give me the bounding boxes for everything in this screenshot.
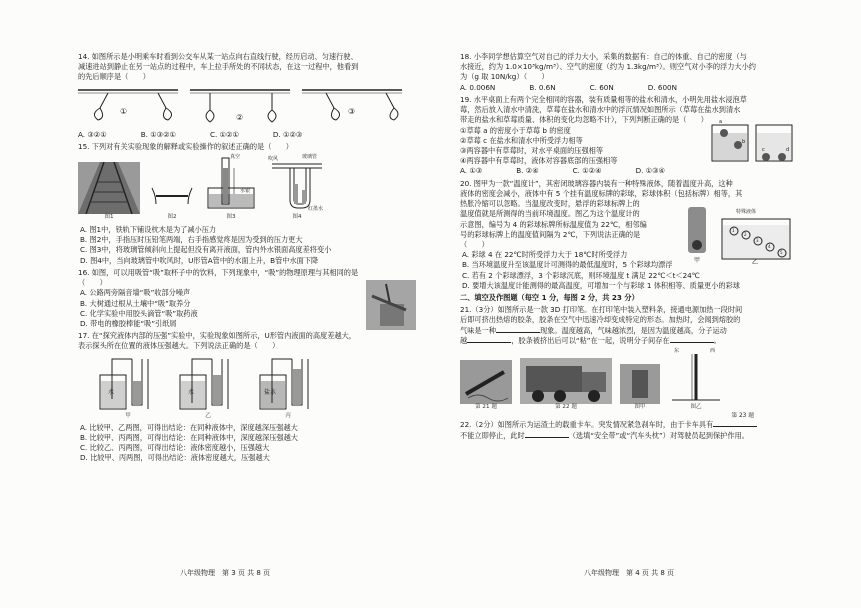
- q15-option-b: B. 图2中，手指压时压铅笔两端，右手指感觉疼是因为受到的压力更大: [80, 235, 303, 245]
- label-west: 西: [710, 348, 716, 355]
- q15-fig-caption-1: 图1: [104, 214, 114, 221]
- pressure-gauge-beaker-illustration: [98, 355, 158, 413]
- q20-ball-1: 1: [732, 227, 735, 233]
- q17-stem-line1: 17. 在“探究液体内部的压强”实验中，实验现象如图所示，U形管内液面的高度差越大，: [78, 331, 356, 341]
- q17-option-a: A. 比较甲、乙两图，可得出结论：在同种液体中，深度越深压强越大: [80, 422, 298, 432]
- q20-ball-4: 4: [768, 243, 771, 249]
- question-15: [78, 142, 418, 266]
- strawberry-containers-illustration: [710, 119, 794, 163]
- q15-figure-1: [78, 162, 140, 222]
- q21-line1: 21.（3分）如图所示是一款 3D 打印笔。在打印笔中装入塑料条，接通电源加热一段时间: [460, 305, 743, 315]
- q20-line2: 液体的密度会减小，液体中有 5 个挂有温度标牌的彩球，彩球体积（包括标牌）相等，其: [460, 188, 743, 198]
- q21-blank-1[interactable]: [496, 326, 540, 333]
- q15-option-c: C. 图3中，将玻璃管倾斜向上提起但没有离开液面，管内外水银面高度差将变小: [80, 245, 332, 255]
- dump-truck-photo: [520, 358, 612, 404]
- question-20: [460, 179, 794, 291]
- q14-fig-label-3: ③: [348, 106, 356, 116]
- q20-caption-yi: 乙: [752, 258, 759, 266]
- q18-stem-line2: 水接近，约为 1.0×10³kg/m³）、空气的密度（约为 1.3kg/m³）。则空气对小李的浮力大小约: [460, 62, 756, 72]
- q14-option-d: D. ①②③: [272, 129, 303, 139]
- q17-fig-caption-jia: 甲: [125, 412, 131, 419]
- q17-figure-yi: [178, 355, 238, 421]
- q19-fig-label-c: c: [762, 146, 765, 153]
- figure-23-jia-caption: 图甲: [634, 404, 646, 411]
- q15-label-vacuum: 真空: [230, 154, 241, 161]
- q14-options: [78, 130, 418, 140]
- q19-stem-line3: 带走的盐水和草莓质量、体积的变化均忽略不计），下列判断正确的是（ ）: [460, 115, 708, 125]
- q22-line2: [460, 431, 794, 441]
- q20-ball-3: 3: [756, 237, 759, 243]
- figure-23-yi-caption: 图乙: [690, 404, 702, 411]
- left-column: [78, 52, 418, 465]
- q22-blank-2[interactable]: [525, 431, 569, 438]
- q15-figure-3: [204, 154, 258, 222]
- q17-label-water-yi: 水: [188, 388, 195, 396]
- q20-line3: 热胀冷缩可以忽略。当温度改变时，悬浮的彩球标牌上的: [460, 199, 640, 209]
- q21-line3-part1: 气味是一种: [460, 325, 496, 335]
- q19-item-4: ④两容器中有草莓时，液体对容器底部的压强相等: [460, 156, 618, 166]
- q14-figure-2: [190, 86, 290, 128]
- q20-line5: 示意图，编号为 4 的彩球标牌所标温度值为 22℃，相邻编: [460, 219, 647, 229]
- q17-option-c: C. 比较乙、丙两图，可得出结论：液体密度越小，压强越大: [80, 443, 270, 453]
- section-heading-fill-in: 二、填空及作图题（每空 1 分，每图 2 分，共 23 分）: [460, 293, 639, 303]
- figure-22: [520, 358, 612, 412]
- q21-blank-2[interactable]: [467, 336, 511, 343]
- q19-option-b: B. ②④: [516, 166, 539, 176]
- railway-photo: [78, 162, 140, 214]
- q14-fig-label-1: ①: [120, 106, 128, 116]
- q16-stem-line2: （ ）: [78, 278, 107, 288]
- figure-21: [460, 360, 512, 412]
- wall-diagram: [668, 348, 724, 404]
- q22-line2-part1: 不能立即停止，此时: [460, 430, 525, 440]
- q16-stem-line1: 16. 如图，可以用吸管“吸”取杯子中的饮料，下列现象中，“吸”的物理原理与其相同的是: [78, 267, 359, 277]
- q14-stem-line3: 的先后顺序是（ ）: [78, 72, 150, 82]
- q15-fig-caption-3: 图3: [226, 214, 236, 221]
- q18-option-a: A. 0.006N: [460, 82, 496, 92]
- q17-option-b: B. 比较甲、丙两图，可得出结论：在同种液体中，深度越深压强越大: [80, 432, 298, 442]
- q17-figure-bing: [258, 355, 318, 421]
- drinking-straw-photo: [366, 280, 416, 330]
- q14-figure-1: [78, 86, 178, 128]
- q14-option-b: B. ①③②①: [140, 129, 176, 139]
- q20-line7: （ ）: [460, 239, 489, 249]
- q21-line4: [460, 336, 794, 346]
- q17-label-salt-water: 盐水: [264, 388, 277, 396]
- q20-caption-jia: 甲: [694, 256, 701, 264]
- q19-stem-line2: 莓，然后放入清水中清洗，草莓在盐水和清水中的浮沉情况如图所示（草莓在盐水到清水: [460, 105, 741, 115]
- q17-label-water-jia: 水: [108, 388, 115, 396]
- q18-options: [460, 83, 794, 93]
- q15-figures: [78, 154, 418, 222]
- q14-figures: [78, 86, 418, 128]
- label-east: 东: [674, 348, 680, 355]
- q15-option-a: A. 图1中，铁轨下铺设枕木是为了减小压力: [80, 225, 217, 235]
- q18-stem-line1: 18. 小李同学想估算空气对自己的浮力大小，采集的数据有：自己的体重、自己的密度（与: [460, 52, 747, 61]
- q20-option-d: D. 要增大该温度计能测得的最高温度，可增加一个与彩球 1 体积相等、质量更小的彩球: [462, 280, 741, 290]
- q19-item-3: ③两容器中有草莓时，对水平桌面的压强相等: [460, 145, 604, 155]
- q17-fig-caption-yi: 乙: [205, 412, 211, 419]
- q15-option-d: D. 图4中，当向玻璃管中吹风时，U形管A管中的水面上升，B管中水面下降: [80, 255, 319, 265]
- q16-option-c: C. 化学实验中用胶头滴管“吸”取药液: [80, 308, 198, 318]
- q22-blank-1[interactable]: [713, 420, 757, 427]
- q21-line4-part2: ，胶条被挤出后可以“粘”在一起，说明分子间存在: [511, 335, 670, 345]
- q16-option-b: B. 大树通过根从土壤中“吸”取养分: [80, 298, 191, 308]
- question-14: [78, 52, 418, 140]
- q15-fig-caption-4: 图4: [292, 214, 302, 221]
- figure-21-caption: 第 21 题: [475, 404, 497, 411]
- q19-options: [460, 166, 794, 176]
- q18-option-c: C. 60N: [589, 82, 614, 92]
- q17-fig-caption-bing: 丙: [285, 412, 291, 419]
- q15-fig-caption-2: 图2: [167, 214, 177, 221]
- q22-line2-part2: （选填“安全带”或“汽车头枕”）对驾驶员起到保护作用。: [568, 430, 749, 440]
- q20-line1: 20. 图甲为一款“温度计”，其密闭玻璃容器内装有一种特殊液体，随着温度升高，这种: [460, 178, 733, 188]
- q22-line1-text: 22.（2分）如图所示为运渣土的载重卡车。突发情况紧急刹车时，由于卡车具有: [460, 420, 714, 430]
- q14-figure-3: [302, 86, 402, 128]
- question-18: [460, 52, 794, 93]
- q19-stem-line1: 19. 水平桌面上有两个完全相同的容器，装有质量相等的盐水和清水，小明先用盐水浸泡草: [460, 94, 747, 104]
- q20-ball-2: 2: [744, 231, 747, 237]
- q17-option-d: D. 比较甲、丙两图，可得出结论：液体密度越大，压强越大: [80, 453, 270, 463]
- pressure-gauge-beaker-illustration: [258, 355, 318, 413]
- q20-ball-5: 5: [780, 249, 783, 255]
- pressure-gauge-beaker-illustration: [178, 355, 238, 413]
- q19-fig-label-a: a: [719, 118, 723, 125]
- hand-strap-illustration: [78, 86, 178, 122]
- torricelli-experiment-illustration: [204, 154, 258, 214]
- 3d-printing-pen-photo: [460, 360, 512, 404]
- page-footer-right: 八年级物理 第 4 页 共 8 页: [584, 569, 675, 577]
- q14-option-a: A. ③②①: [78, 129, 107, 139]
- q21-line4-part3: 。: [713, 335, 721, 345]
- question-22: [460, 420, 794, 440]
- q14-stem-line1: 14. 如图所示是小明乘车时看到公交车从某一站点向右直线行驶，经历启动、匀速行驶、: [78, 52, 358, 61]
- q15-figure-4: [268, 154, 326, 222]
- question-19: [460, 95, 794, 177]
- q17-stem-line2: 表示探头所在位置的液体压强越大。下列说法正确的是（ ）: [78, 341, 280, 351]
- q14-stem-line2: 减速进站到静止在另一站点的过程中，车上拉手所处的不同状态，在这一过程中，他看到: [78, 62, 359, 72]
- q22-line1: [460, 420, 794, 430]
- q14-fig-label-2: ②: [236, 112, 244, 122]
- q18-option-d: D. 600N: [647, 82, 677, 92]
- figures-21-23: [460, 348, 794, 412]
- figure-23-yi: [668, 348, 724, 412]
- q21-line4-part1: 越: [460, 335, 468, 345]
- q20-figure: [684, 201, 794, 267]
- q16-option-d: D. 带电的橡胶棒能“吸”引纸屑: [80, 319, 177, 328]
- q19-option-d: D. ①③④: [635, 166, 665, 176]
- q15-label-glass-tube: 玻璃管: [302, 154, 318, 161]
- q19-option-a: A. ①③: [460, 166, 483, 176]
- q15-label-red-water: 红墨水: [308, 206, 324, 213]
- question-17: [78, 331, 418, 463]
- figure-23-caption: 第 23 题: [731, 413, 754, 420]
- q21-line3-part2: 现象。温度越高，气味越浓烈，是因为温度越高，分子运动: [539, 325, 727, 335]
- q19-item-1: ①草莓 a 的密度小于草莓 b 的密度: [460, 125, 571, 135]
- question-21: [460, 305, 794, 346]
- q20-option-c: C. 若有 2 个彩球漂浮，3 个彩球沉底，则环境温度 t 满足 22℃＜t＜24℃: [462, 270, 700, 280]
- q21-line3: [460, 326, 794, 336]
- figure-23-jia: [620, 364, 660, 412]
- pencil-fingers-illustration: [150, 174, 194, 214]
- q19-fig-label-b: b: [742, 138, 746, 145]
- q15-label-mercury: 水银: [240, 188, 251, 195]
- q15-label-blow: 吹风: [268, 156, 279, 163]
- q20-line4: 温度值就是所测得的当前环境温度。图乙为这个温度计的: [460, 209, 640, 219]
- right-column: [460, 52, 794, 443]
- q17-figure-jia: [98, 355, 158, 421]
- question-16: [78, 268, 418, 329]
- q14-option-c: C. ①②①: [209, 129, 239, 139]
- q15-figure-2: [150, 174, 194, 222]
- q19-item-2: ②草莓 c 在盐水和清水中所受浮力相等: [460, 135, 583, 145]
- q18-stem-line3: 为（g 取 10N/kg）（ ）: [460, 72, 549, 82]
- figure-22-caption: 第 22 题: [555, 404, 577, 411]
- q20-label-special-liquid: 特殊液体: [736, 208, 757, 215]
- q21-line2: 后即可挤出热熔的胶条，胶条在空气中迅速冷却变成特定的形态。加热时，会闻到熔胶的: [460, 315, 741, 325]
- q18-option-b: B. 0.6N: [529, 82, 556, 92]
- q15-stem: 15. 下列对有关实验现象的解释或实验操作的叙述正确的是（ ）: [78, 141, 293, 151]
- q19-figure: [710, 119, 794, 163]
- q20-option-b: B. 当环境温度升至该温度计可测得的最低温度时，5 个彩球均漂浮: [462, 260, 673, 270]
- q16-option-a: A. 公路两旁隔音墙“吸”收部分噪声: [80, 288, 191, 298]
- figure-23-photo: [620, 364, 660, 404]
- q17-figures: [98, 355, 418, 421]
- q20-line6: 号的彩球标牌上的温度值间隔为 2℃，下列说法正确的是: [460, 229, 641, 239]
- page-footer-left: 八年级物理 第 3 页 共 8 页: [180, 569, 271, 577]
- q19-option-c: C. ①②④: [572, 166, 602, 176]
- q19-fig-label-d: d: [786, 146, 790, 153]
- q21-blank-3[interactable]: [670, 336, 714, 343]
- q20-option-a: A. 彩球 4 在 22℃时所受浮力大于 18℃时所受浮力: [462, 250, 628, 260]
